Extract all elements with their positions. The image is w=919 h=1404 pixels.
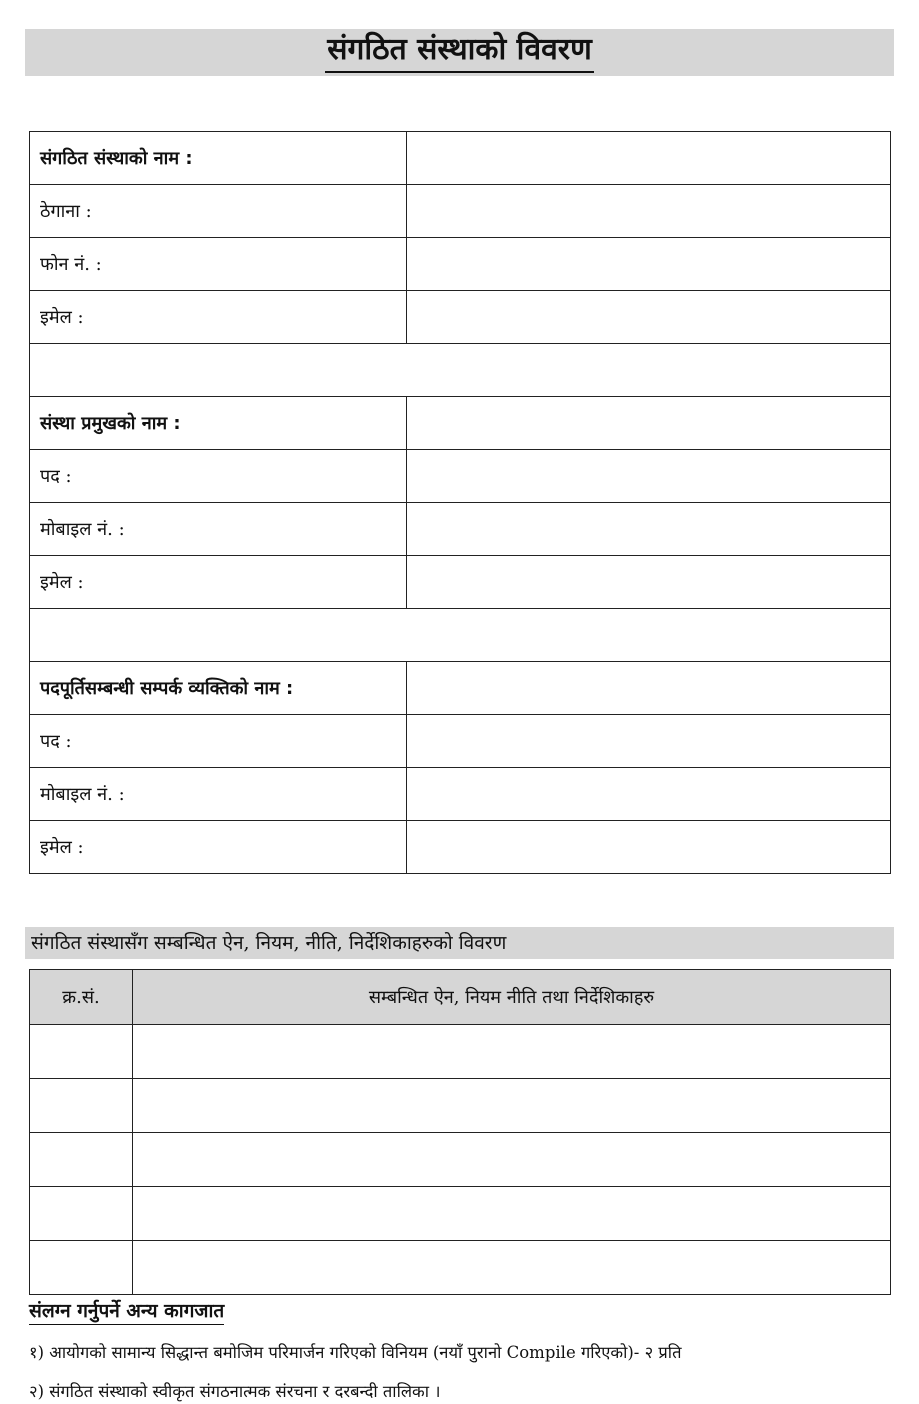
field-label: ठेगाना : bbox=[30, 185, 407, 238]
law-description-cell[interactable] bbox=[133, 1187, 891, 1241]
table-row bbox=[30, 1241, 891, 1295]
form-row bbox=[30, 768, 891, 821]
law-description-cell[interactable] bbox=[133, 1079, 891, 1133]
laws-section-heading: संगठित संस्थासँग सम्बन्धित ऐन, नियम, नीति, निर्देशिकाहरुको विवरण bbox=[25, 927, 894, 959]
field-label: पद : bbox=[30, 450, 407, 503]
field-label: फोन नं. : bbox=[30, 238, 407, 291]
laws-description-header: सम्बन्धित ऐन, नियम नीति तथा निर्देशिकाहरु bbox=[133, 970, 891, 1025]
laws-table bbox=[29, 969, 891, 1295]
serial-number-cell[interactable] bbox=[30, 1079, 133, 1133]
law-description-cell[interactable] bbox=[133, 1241, 891, 1295]
field-label: संगठित संस्थाको नाम : bbox=[30, 132, 407, 185]
table-row bbox=[30, 1133, 891, 1187]
form-row bbox=[30, 662, 891, 715]
form-row bbox=[30, 715, 891, 768]
laws-table-header bbox=[30, 970, 891, 1025]
field-label: इमेल : bbox=[30, 556, 407, 609]
form-row bbox=[30, 238, 891, 291]
field-value-cell[interactable] bbox=[407, 397, 891, 450]
serial-number-cell[interactable] bbox=[30, 1187, 133, 1241]
page-title-bar bbox=[25, 29, 894, 76]
field-value-cell[interactable] bbox=[407, 556, 891, 609]
field-label: पदपूर्तिसम्बन्धी सम्पर्क व्यक्तिको नाम : bbox=[30, 662, 407, 715]
table-row bbox=[30, 1187, 891, 1241]
form-row bbox=[30, 397, 891, 450]
spacer-row bbox=[30, 609, 891, 662]
serial-number-cell[interactable] bbox=[30, 1133, 133, 1187]
spacer-cell bbox=[30, 344, 891, 397]
attachment-item-1: १) आयोगको सामान्य सिद्धान्त बमोजिम परिमार्जन गरिएको विनियम (नयाँ पुरानो Compile गरिएको)- २ प्रति bbox=[29, 1343, 682, 1362]
form-row bbox=[30, 185, 891, 238]
field-value-cell[interactable] bbox=[407, 715, 891, 768]
field-value-cell[interactable] bbox=[407, 291, 891, 344]
page-title: संगठित संस्थाको विवरण bbox=[325, 29, 594, 73]
form-row bbox=[30, 132, 891, 185]
serial-number-header: क्र.सं. bbox=[30, 970, 133, 1025]
spacer-row bbox=[30, 344, 891, 397]
field-label: पद : bbox=[30, 715, 407, 768]
form-row bbox=[30, 291, 891, 344]
attachment-item-2: २) संगठित संस्थाको स्वीकृत संगठनात्मक संरचना र दरबन्दी तालिका । bbox=[29, 1382, 441, 1401]
field-value-cell[interactable] bbox=[407, 185, 891, 238]
field-value-cell[interactable] bbox=[407, 662, 891, 715]
field-value-cell[interactable] bbox=[407, 450, 891, 503]
field-value-cell[interactable] bbox=[407, 238, 891, 291]
form-row bbox=[30, 503, 891, 556]
field-value-cell[interactable] bbox=[407, 503, 891, 556]
field-value-cell[interactable] bbox=[407, 768, 891, 821]
table-row bbox=[30, 1025, 891, 1079]
field-label: इमेल : bbox=[30, 291, 407, 344]
field-label: मोबाइल नं. : bbox=[30, 503, 407, 556]
serial-number-cell[interactable] bbox=[30, 1241, 133, 1295]
field-label: इमेल : bbox=[30, 821, 407, 874]
field-label: संस्था प्रमुखको नाम : bbox=[30, 397, 407, 450]
table-row bbox=[30, 1079, 891, 1133]
law-description-cell[interactable] bbox=[133, 1133, 891, 1187]
attachments-heading: संलग्न गर्नुपर्ने अन्य कागजात bbox=[29, 1298, 224, 1325]
field-value-cell[interactable] bbox=[407, 821, 891, 874]
form-row bbox=[30, 556, 891, 609]
form-row bbox=[30, 450, 891, 503]
spacer-cell bbox=[30, 609, 891, 662]
form-row bbox=[30, 821, 891, 874]
field-label: मोबाइल नं. : bbox=[30, 768, 407, 821]
law-description-cell[interactable] bbox=[133, 1025, 891, 1079]
serial-number-cell[interactable] bbox=[30, 1025, 133, 1079]
field-value-cell[interactable] bbox=[407, 132, 891, 185]
organization-details-table bbox=[29, 131, 891, 874]
